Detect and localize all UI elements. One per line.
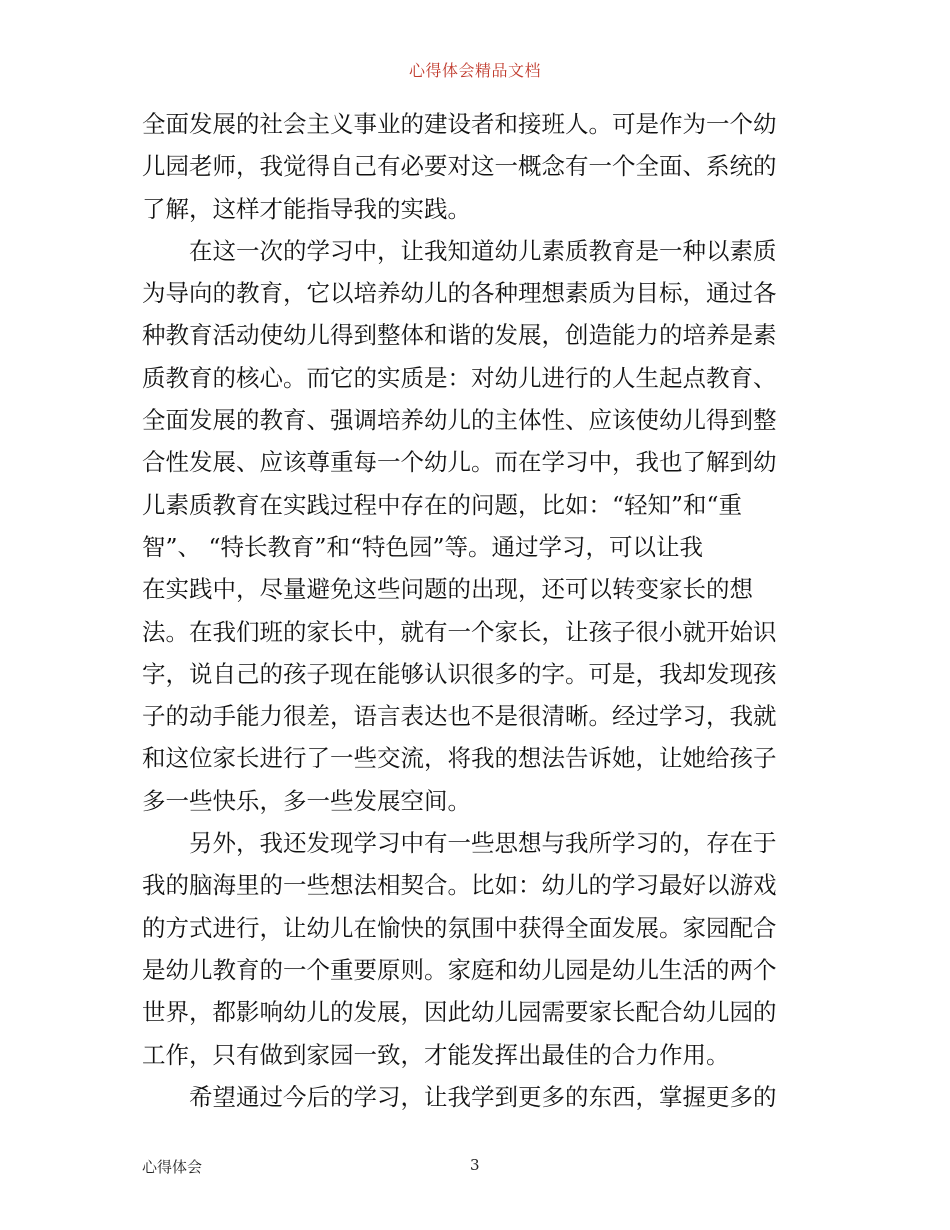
- text-line: 全面发展的社会主义事业的建设者和接班人。可是作为一个幼: [142, 110, 777, 138]
- text-line: 种教育活动使幼儿得到整体和谐的发展，创造能力的培养是素: [142, 321, 777, 350]
- text-line: 希望通过今后的学习，让我学到更多的东西，掌握更多的: [189, 1082, 777, 1111]
- text-line: 子的动手能力很差，语言表达也不是很清晰。经过学习，我就: [142, 702, 777, 731]
- text-line: 另外，我还发现学习中有一些思想与我所学习的，存在于: [189, 829, 777, 858]
- text-line: 儿素质教育在实践过程中存在的问题，比如：“轻知”和“重: [142, 490, 743, 519]
- text-line: 多一些快乐，多一些发展空间。: [142, 786, 471, 815]
- page-number: 3: [470, 1156, 480, 1174]
- text-line: 法。在我们班的家长中，就有一个家长，让孩子很小就开始识: [142, 617, 777, 646]
- text-line: 的方式进行，让幼儿在愉快的氛围中获得全面发展。家园配合: [142, 913, 777, 942]
- text-line: 字，说自己的孩子现在能够认识很多的字。可是，我却发现孩: [142, 659, 777, 688]
- text-line: 工作，只有做到家园一致，才能发挥出最佳的合力作用。: [142, 1040, 730, 1069]
- text-line: 儿园老师，我觉得自己有必要对这一概念有一个全面、系统的: [142, 152, 777, 181]
- text-line: 和这位家长进行了一些交流，将我的想法告诉她，让她给孩子: [142, 744, 777, 773]
- page-header-title: 心得体会精品文档: [408, 61, 541, 80]
- text-line: 了解，这样才能指导我的实践。: [142, 194, 471, 223]
- text-line: 我的脑海里的一些想法相契合。比如：幼儿的学习最好以游戏: [142, 871, 777, 900]
- text-line: 是幼儿教育的一个重要原则。家庭和幼儿园是幼儿生活的两个: [142, 955, 777, 984]
- text-line: 在实践中，尽量避免这些问题的出现，还可以转变家长的想: [142, 575, 753, 604]
- text-line: 全面发展的教育、强调培养幼儿的主体性、应该使幼儿得到整: [142, 406, 777, 435]
- footer-label: 心得体会: [142, 1158, 203, 1176]
- text-line: 在这一次的学习中，让我知道幼儿素质教育是一种以素质: [189, 236, 777, 265]
- text-line: 智”、 “特长教育”和“特色园”等。通过学习，可以让我: [142, 532, 704, 561]
- body-text: [142, 103, 814, 1118]
- text-line: 世界，都影响幼儿的发展，因此幼儿园需要家长配合幼儿园的: [142, 998, 777, 1027]
- text-line: 为导向的教育，它以培养幼儿的各种理想素质为目标，通过各: [142, 279, 777, 308]
- text-line: 质教育的核心。而它的实质是：对幼儿进行的人生起点教育、: [142, 363, 777, 392]
- text-line: 合性发展、应该尊重每一个幼儿。而在学习中，我也了解到幼: [142, 448, 777, 477]
